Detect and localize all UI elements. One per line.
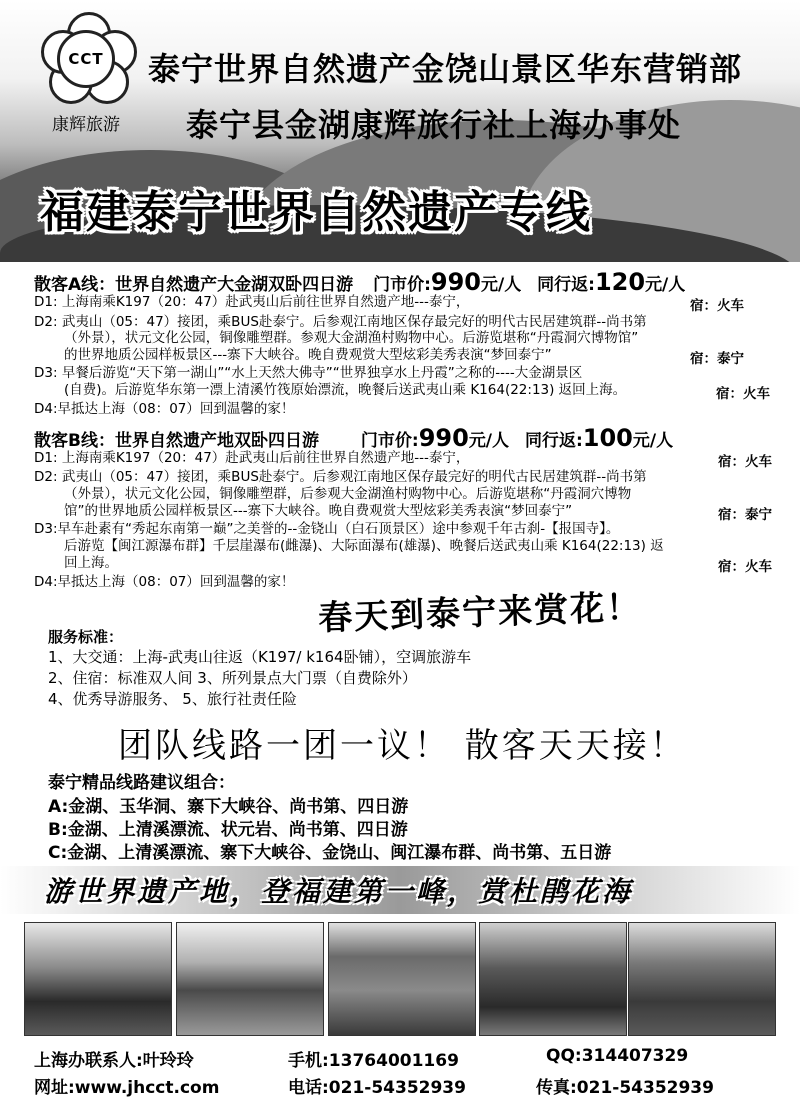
landscape-photo-house — [479, 922, 627, 1036]
contact-phone: 电话:021-54352939 — [288, 1078, 466, 1098]
route-a-title-row — [34, 268, 685, 296]
route-b-line: （外景），状元文化公园，铜像雕塑群，后参观大金湖渔村购物中心。后游览堪称“丹霞洞穴博物 — [64, 486, 632, 502]
header-line-1: 泰宁世界自然遗产金饶山景区华东营销部 — [148, 50, 743, 88]
route-b-line: 回上海。 — [64, 555, 118, 571]
logo — [26, 16, 146, 156]
route-b-price-unit: 元/人 — [468, 431, 510, 451]
contact-qq: QQ:314407329 — [546, 1046, 689, 1066]
route-a-tag: 宿：泰宁 — [690, 351, 744, 367]
header-line-2: 泰宁县金湖康辉旅行社上海办事处 — [186, 106, 682, 144]
page-title: 福建泰宁世界自然遗产专线 — [40, 187, 592, 238]
route-a-tag: 宿：火车 — [716, 386, 770, 402]
combo-item: A:金湖、玉华洞、寨下大峡谷、尚书第、四日游 — [48, 797, 409, 817]
contact-person: 上海办联系人:叶玲玲 — [34, 1051, 194, 1071]
route-b-tag: 宿：泰宁 — [718, 507, 772, 523]
route-a-price: 990 — [430, 268, 481, 296]
route-a-line: （外景），状元文化公园，铜像雕塑群。参观大金湖渔村购物中心。后游览堪称“丹霞洞穴博物馆” — [64, 330, 639, 346]
contact-mobile: 手机:13764001169 — [288, 1051, 459, 1071]
flower-logo-icon — [43, 16, 129, 102]
route-b-rebate: 100 — [582, 424, 633, 452]
route-b-price-label: 门市价: — [360, 431, 419, 451]
route-a-tag: 宿：火车 — [690, 298, 744, 314]
service-title: 服务标准： — [48, 628, 124, 646]
logo-name: 康辉旅游 — [52, 115, 120, 135]
route-a-price-unit: 元/人 — [481, 275, 522, 295]
route-b-tag: 宿：火车 — [718, 559, 772, 575]
service-item: 4、优秀导游服务、 5、旅行社责任险 — [48, 690, 297, 708]
contact-fax: 传真:021-54352939 — [536, 1078, 714, 1098]
route-a-rebate: 120 — [594, 268, 646, 296]
route-a-line: 的世界地质公园样板景区---寨下大峡谷。晚自费观赏大型炫彩美秀表演“梦回泰宁” — [64, 347, 552, 363]
route-b-line: D1: 上海南乘K197（20：47）赴武夷山后前往世界自然遗产地---泰宁， — [34, 450, 470, 466]
route-b-line: 后游览【闽江源瀑布群】千层崖瀑布(雌瀑)、大际面瀑布(雄瀑)、晚餐后送武夷山乘 K164(22:13) 返 — [64, 538, 664, 554]
landscape-photo-lake — [176, 922, 324, 1036]
combo-item: C:金湖、上清溪漂流、寨下大峡谷、金饶山、闽江瀑布群、尚书第、五日游 — [48, 843, 612, 863]
logo-mark: CCT — [57, 30, 115, 88]
route-a-line: (自费)。后游览华东第一漂上清溪竹筏原始漂流，晚餐后送武夷山乘 K164(22:13) 返回上海。 — [64, 382, 627, 398]
landscape-photo-canyon — [628, 922, 776, 1036]
route-a-line: D3: 早餐后游览“天下第一湖山”“水上天然大佛寺”“世界独享水上丹霞”之称的----大金湖景区 — [34, 365, 583, 381]
route-a-line: D1: 上海南乘K197（20：47）赴武夷山后前往世界自然遗产地---泰宁， — [34, 294, 470, 310]
group-slogan: 团队线路一团一议！ 散客天天接！ — [118, 726, 687, 766]
route-a-title: 散客A线：世界自然遗产大金湖双卧四日游 — [34, 275, 354, 295]
route-b-rebate-label: 同行返: — [524, 431, 583, 451]
combo-title: 泰宁精品线路建议组合： — [48, 773, 235, 793]
service-item: 2、住宿：标准双人间 3、所列景点大门票（自费除外） — [48, 669, 417, 687]
landscape-photo-river — [24, 922, 172, 1036]
route-b-price: 990 — [418, 424, 469, 452]
route-a-rebate-label: 同行返: — [537, 275, 595, 295]
route-b-rebate-unit: 元/人 — [632, 431, 674, 451]
landscape-photo-flowers — [328, 922, 476, 1036]
contact-website[interactable]: 网址:www.jhcct.com — [34, 1078, 220, 1098]
combo-item: B:金湖、上清溪漂流、状元岩、尚书第、四日游 — [48, 820, 408, 840]
route-a-price-label: 门市价: — [373, 275, 431, 295]
route-b-line: 馆”的世界地质公园样板景区---寨下大峡谷。晚自费观赏大型炫彩美秀表演“梦回泰宁” — [64, 503, 573, 519]
route-b-line: D4:早抵达上海（08：07）回到温馨的家！ — [34, 574, 295, 590]
route-a-line: D2: 武夷山（05：47）接团，乘BUS赴泰宁。后参观江南地区保存最完好的明代古民居建筑群--尚书第 — [34, 314, 647, 330]
service-item: 1、大交通：上海-武夷山往返（K197/ k164卧铺），空调旅游车 — [48, 648, 472, 666]
route-a-rebate-unit: 元/人 — [645, 275, 686, 295]
bottom-slogan: 游世界遗产地，登福建第一峰，赏杜鹃花海 — [44, 875, 634, 908]
route-b-title-row — [34, 424, 673, 452]
route-b-title: 散客B线：世界自然遗产地双卧四日游 — [34, 431, 319, 451]
route-b-line: D2: 武夷山（05：47）接团，乘BUS赴泰宁。后参观江南地区保存最完好的明代古民居建筑群--尚书第 — [34, 469, 647, 485]
route-a-line: D4:早抵达上海（08：07）回到温馨的家！ — [34, 401, 295, 417]
route-b-tag: 宿：火车 — [718, 454, 772, 470]
spring-slogan: 春天到泰宁来赏花！ — [317, 587, 643, 639]
route-b-line: D3:早车赴素有“秀起东南第一巅”之美誉的--金铙山（白石顶景区）途中参观千年古刹-【报国寺】。 — [34, 521, 620, 537]
